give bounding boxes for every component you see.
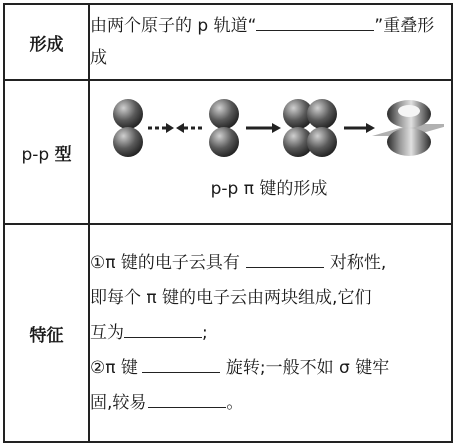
pi-lower-lobe — [387, 128, 431, 156]
overlap-upper-right-lobe — [307, 99, 337, 129]
diagram-caption: p-p π 键的形成 — [210, 179, 328, 199]
feature-line-1-suffix: 对称性, — [329, 252, 387, 273]
formation-text-after: ”重叠形成 — [90, 16, 435, 68]
label-type-bold: 型 — [54, 144, 72, 165]
row-type — [4, 80, 452, 224]
feature-line-3-suffix: ; — [202, 322, 208, 343]
label-formation: 形成 — [4, 4, 89, 80]
p-orbital-left-upper-lobe — [113, 99, 143, 129]
result-arrow — [344, 123, 375, 133]
p-orbital-left-lower-lobe — [113, 127, 143, 157]
feature-line-4 — [90, 351, 451, 386]
feature-line-5 — [90, 386, 451, 421]
approach-arrow-right — [148, 123, 174, 133]
blank-relation[interactable] — [124, 317, 202, 338]
feature-content — [89, 224, 452, 442]
pi-upper-lobe-hole — [398, 105, 420, 117]
p-orbital-right — [209, 99, 239, 157]
feature-line-5-suffix: 。 — [226, 392, 244, 413]
feature-line-4-prefix: ②π 键 — [90, 357, 138, 378]
approach-arrow-left — [176, 123, 202, 133]
feature-line-5-prefix: 固,较易 — [90, 392, 147, 413]
formation-content — [89, 4, 452, 80]
pi-bond-electron-cloud — [372, 100, 444, 156]
type-diagram-cell — [89, 80, 452, 224]
blank-formation[interactable] — [256, 10, 374, 31]
feature-line-3 — [90, 316, 451, 351]
blank-symmetry[interactable] — [246, 247, 324, 268]
feature-line-4-suffix: 旋转;一般不如 σ 键牢 — [225, 357, 390, 378]
label-type-prefix: p-p — [21, 144, 55, 165]
label-type — [4, 80, 89, 224]
blank-break[interactable] — [148, 387, 226, 408]
overlap-lower-right-lobe — [307, 127, 337, 157]
feature-line-1-prefix: ①π 键的电子云具有 — [90, 252, 240, 273]
feature-line-3-prefix: 互为 — [90, 322, 124, 343]
p-orbital-left — [113, 99, 143, 157]
row-feature — [4, 224, 452, 442]
p-orbital-right-upper-lobe — [209, 99, 239, 129]
row-formation — [4, 4, 452, 80]
pi-bond-table — [3, 3, 453, 443]
blank-rotation[interactable] — [142, 352, 220, 373]
feature-line-1 — [90, 246, 451, 281]
orbital-svg — [94, 84, 444, 174]
overlapping-orbitals — [283, 99, 337, 157]
feature-line-2: 即每个 π 键的电子云由两块组成,它们 — [90, 287, 372, 308]
label-feature: 特征 — [4, 224, 89, 442]
formation-text-before: 由两个原子的 p 轨道“ — [90, 16, 257, 36]
p-orbital-right-lower-lobe — [209, 127, 239, 157]
overlap-arrow — [246, 123, 281, 133]
pp-pi-diagram — [94, 84, 444, 220]
